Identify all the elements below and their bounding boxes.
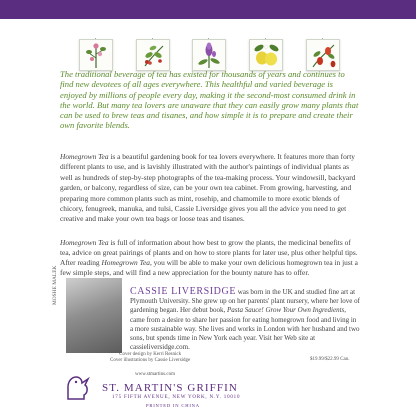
author-name: CASSIE LIVERSIDGE — [130, 286, 237, 297]
tea-bag-tag — [306, 39, 340, 71]
tea-bag-tag — [79, 39, 113, 71]
author-bio — [130, 287, 360, 352]
lemon-icon — [250, 40, 282, 70]
tea-bag-tag — [249, 39, 283, 71]
bio-text-2: , came from a desire to share her passion for eating homegrown food and living in a more sustainable way. She lives and works in London with her husband and two sons, but spends time in New York each year. Visit her Web site at cassieliversidge.com. — [130, 306, 360, 352]
photo-credit: MOSHE MALEK — [52, 265, 58, 305]
tea-bag-tag — [136, 39, 170, 71]
griffin-logo — [62, 371, 92, 403]
debut-book-title: Pasta Sauce! Grow Your Own Ingredients — [227, 306, 345, 315]
paragraph-text: is a beautiful gardening book for tea lovers everywhere. It features more than forty different plants to use, and is lavishly illustrated with the author's paintings of individual plants as well as hundreds of step-by-step photographs of the tea-making process. Your windowsill, backyard garden, or balcony, regardless of size, can be your own tea cabinet. From growing, harvesting, and preparing more common plants such as mint, rosehip, and chamomile to more exotic blends of chicory, fenugreek, manuka, and tulsi, Cassie Liversidge gives you all the advice you need to get creative and make your own tea bags or loose teas and tisanes. — [60, 152, 356, 224]
pink-blossom-icon — [80, 40, 112, 70]
top-color-band — [0, 0, 416, 19]
publisher-name: ST. MARTIN'S GRIFFIN — [102, 382, 238, 394]
cover-credits — [110, 352, 190, 365]
author-photo — [66, 278, 122, 353]
cover-illustrations-credit: Cover illustrations by Cassie Liversidge — [110, 358, 191, 364]
publisher-website: www.stmartins.com — [135, 372, 175, 377]
paragraph-text: , you will be able to make your own delicious homegrown tea in just a few simple steps, and will find a new appreciation for the bounty nature has to offer. — [60, 258, 358, 278]
description-paragraph-2 — [60, 238, 360, 259]
paragraph-text: is full of information about how best to grow the plants, the medicinal benefits of tea, advice on great pairings of plants and on how to store plants for later use, plus other helpful tips. — [60, 238, 358, 258]
paragraph-lead: After reading — [60, 258, 102, 267]
price: $19.99/$22.99 Can. — [310, 357, 350, 362]
tea-bag-tag — [192, 39, 226, 71]
tea-bag-illustrations — [0, 19, 416, 71]
book-title: Homegrown Tea — [101, 258, 150, 267]
purple-flower-icon — [193, 40, 225, 70]
bio-text-1: was born in the UK and studied fine art at Plymouth University. She grew up on her parents' plant nursery, where her love of gardening began. Her debut book, — [130, 288, 360, 315]
printed-in: PRINTED IN CHINA — [146, 403, 200, 408]
griffin-icon — [62, 371, 92, 403]
intro-text: The traditional beverage of tea has existed for thousands of years and continues to find new devotees of all ages everywhere. This healthful and varied beverage is enjoyed by millions of people every day, making it the second-most consumed drink in the world. But many tea lovers are unaware that they can easily grow many plants that can be used to brew teas and tisanes, and how simple it is to prepare and create their own favorite blends. — [60, 69, 359, 131]
cover-design-credit: Cover design by Kerri Resnick — [119, 352, 182, 357]
description-paragraph-3 — [60, 258, 360, 279]
book-title: Homegrown Tea — [60, 152, 109, 161]
rose-hips-icon — [307, 40, 339, 70]
red-berries-icon — [137, 40, 169, 70]
description-paragraph-1 — [60, 152, 360, 225]
book-title: Homegrown Tea — [60, 238, 109, 247]
publisher-address: 175 FIFTH AVENUE, NEW YORK, N.Y. 10010 — [112, 395, 241, 400]
